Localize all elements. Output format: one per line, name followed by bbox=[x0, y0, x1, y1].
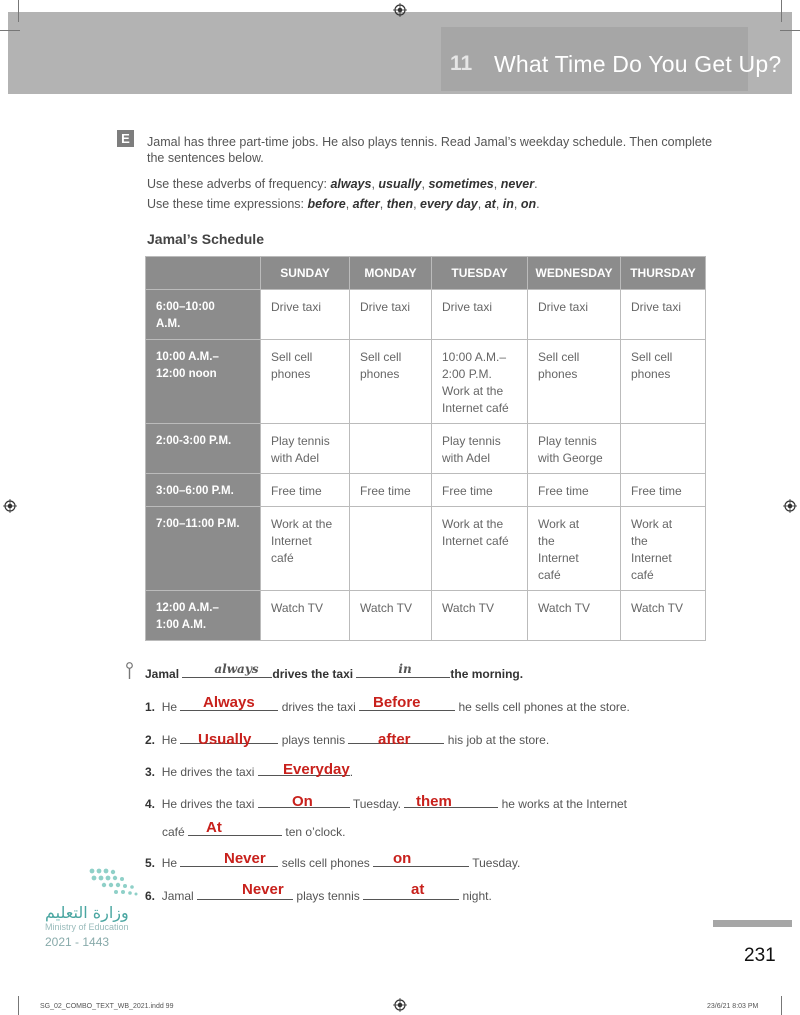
time-slot-line: 1:00 A.M. bbox=[156, 619, 207, 631]
sentence-text: café bbox=[162, 825, 185, 839]
schedule-cell bbox=[528, 290, 621, 340]
time-slot-line: 6:00–10:00 bbox=[156, 301, 215, 313]
answer-text: after bbox=[378, 731, 411, 748]
time-word: after bbox=[352, 197, 380, 211]
time-word: in bbox=[502, 197, 514, 211]
schedule-cell-line: Free time bbox=[631, 484, 682, 498]
sentence-text: plays tennis bbox=[296, 889, 360, 903]
ministry-logo-icon bbox=[44, 865, 139, 905]
time-word: then bbox=[386, 197, 414, 211]
adverbs-intro: Use these adverbs of frequency: bbox=[147, 177, 331, 191]
time-slot-cell bbox=[146, 340, 261, 424]
schedule-cell-line: Sell cell bbox=[360, 350, 402, 364]
footer-file-name: SG_02_COMBO_TEXT_WB_2021.indd 99 bbox=[40, 1003, 174, 1010]
crop-mark bbox=[780, 30, 800, 31]
example-subject: Jamal bbox=[145, 667, 180, 681]
schedule-cell bbox=[432, 424, 528, 474]
column-header: SUNDAY bbox=[261, 257, 350, 290]
schedule-cell-line: Internet café bbox=[442, 401, 509, 415]
page-number: 231 bbox=[744, 945, 776, 966]
exercise-letter-badge: E bbox=[117, 130, 134, 147]
schedule-cell-line: Drive taxi bbox=[442, 300, 493, 314]
example-blank bbox=[182, 662, 272, 678]
schedule-cell bbox=[432, 507, 528, 591]
time-slot-line: 12:00 noon bbox=[156, 368, 217, 380]
time-word: every day bbox=[420, 197, 478, 211]
schedule-row bbox=[146, 340, 706, 424]
sentence-4-continued bbox=[162, 824, 345, 839]
schedule-row bbox=[146, 591, 706, 641]
schedule-cell-line: with Adel bbox=[271, 451, 320, 465]
sentence-text: He drives the taxi bbox=[161, 797, 255, 811]
column-header: TUESDAY bbox=[432, 257, 528, 290]
sentence-text: ten o’clock. bbox=[285, 825, 346, 839]
example-answer: always bbox=[214, 662, 259, 676]
sentence-text: drives the taxi bbox=[281, 700, 356, 714]
time-word: before bbox=[307, 197, 346, 211]
schedule-cell bbox=[528, 340, 621, 424]
registration-mark-icon bbox=[393, 998, 407, 1012]
registration-mark-icon bbox=[393, 3, 407, 17]
schedule-cell bbox=[621, 340, 706, 424]
sentence-text: plays tennis bbox=[281, 733, 346, 747]
schedule-cell bbox=[528, 507, 621, 591]
sentence-text: He bbox=[161, 700, 178, 714]
sentence-number: 2. bbox=[145, 733, 156, 747]
adverb-word: sometimes bbox=[428, 177, 494, 191]
schedule-title: Jamal’s Schedule bbox=[147, 231, 264, 247]
schedule-cell-line: café bbox=[631, 568, 654, 582]
schedule-cell-line: Watch TV bbox=[442, 601, 495, 615]
registration-mark-icon bbox=[3, 499, 17, 513]
schedule-cell-line: 2:00 P.M. bbox=[442, 367, 492, 381]
schedule-cell-line: Free time bbox=[538, 484, 589, 498]
schedule-cell bbox=[621, 290, 706, 340]
ministry-arabic-name: وزارة التعليم bbox=[45, 903, 129, 922]
instructions-line-2: the sentences below. bbox=[147, 151, 264, 165]
adverb-word: usually bbox=[378, 177, 422, 191]
crop-mark bbox=[18, 996, 19, 1015]
schedule-cell-line: phones bbox=[271, 367, 311, 381]
schedule-cell bbox=[621, 474, 706, 507]
schedule-cell bbox=[432, 474, 528, 507]
ministry-english-name: Ministry of Education bbox=[45, 922, 129, 932]
time-slot-cell bbox=[146, 507, 261, 591]
answer-blank[interactable] bbox=[188, 824, 282, 836]
schedule-table bbox=[145, 256, 706, 641]
ministry-years: 2021 - 1443 bbox=[45, 935, 110, 949]
schedule-header-row bbox=[146, 257, 706, 290]
sentence-text: He bbox=[161, 856, 178, 870]
time-slot-cell bbox=[146, 424, 261, 474]
crop-mark bbox=[781, 996, 782, 1015]
schedule-cell bbox=[350, 290, 432, 340]
time-slot-line: 2:00-3:00 P.M. bbox=[156, 435, 232, 447]
schedule-cell-line: phones bbox=[631, 367, 671, 381]
schedule-cell bbox=[261, 424, 350, 474]
time-expressions-instruction: Use these time expressions: before, after, then, every day, at, in, on. bbox=[147, 197, 540, 211]
schedule-cell-line: Free time bbox=[271, 484, 322, 498]
schedule-cell-line: 10:00 A.M.– bbox=[442, 350, 507, 364]
answer-text: Never bbox=[224, 850, 266, 867]
schedule-cell-line: Internet bbox=[271, 534, 312, 548]
adverbs-instruction: Use these adverbs of frequency: always, usually, sometimes, never. bbox=[147, 177, 538, 191]
sentence-text: sells cell phones bbox=[281, 856, 370, 870]
answer-blank[interactable] bbox=[373, 855, 469, 867]
schedule-cell bbox=[621, 507, 706, 591]
key-icon bbox=[126, 662, 133, 680]
sentence-text: his job at the store. bbox=[447, 733, 550, 747]
time-word: on bbox=[520, 197, 537, 211]
registration-mark-icon bbox=[783, 499, 797, 513]
schedule-cell-line: phones bbox=[538, 367, 578, 381]
schedule-cell bbox=[621, 424, 706, 474]
crop-mark bbox=[781, 0, 782, 22]
sentence-6 bbox=[145, 888, 492, 903]
schedule-cell bbox=[261, 290, 350, 340]
crop-mark bbox=[18, 0, 19, 22]
answer-text: Usually bbox=[198, 731, 252, 748]
example-mid: drives the taxi bbox=[272, 667, 354, 681]
answer-text: Always bbox=[203, 694, 255, 711]
sentence-number: 5. bbox=[145, 856, 156, 870]
schedule-cell-line: Drive taxi bbox=[631, 300, 682, 314]
schedule-cell-line: the bbox=[538, 534, 555, 548]
time-slot-cell bbox=[146, 591, 261, 641]
page-number-bar bbox=[713, 920, 792, 927]
schedule-cell-line: Drive taxi bbox=[360, 300, 411, 314]
sentence-text: Jamal bbox=[161, 889, 194, 903]
schedule-cell bbox=[350, 474, 432, 507]
schedule-cell bbox=[528, 424, 621, 474]
schedule-cell-line: Sell cell bbox=[538, 350, 580, 364]
sentence-text: Tuesday. bbox=[472, 856, 521, 870]
schedule-cell-line: Sell cell bbox=[631, 350, 673, 364]
adverb-word: never bbox=[500, 177, 535, 191]
schedule-cell bbox=[350, 424, 432, 474]
sentence-number: 4. bbox=[145, 797, 156, 811]
schedule-cell bbox=[350, 591, 432, 641]
schedule-cell bbox=[261, 474, 350, 507]
schedule-cell bbox=[528, 474, 621, 507]
schedule-cell bbox=[621, 591, 706, 641]
schedule-cell-line: phones bbox=[360, 367, 400, 381]
sentence-text: . bbox=[349, 765, 354, 779]
sentence-text: He drives the taxi bbox=[161, 765, 255, 779]
schedule-cell-line: Internet café bbox=[442, 534, 509, 548]
sentence-text: night. bbox=[462, 889, 492, 903]
example-answer: in bbox=[398, 662, 412, 676]
time-slot-cell bbox=[146, 290, 261, 340]
example-end: the morning. bbox=[450, 667, 524, 681]
schedule-cell-line: Sell cell bbox=[271, 350, 313, 364]
corner-cell bbox=[146, 257, 261, 290]
schedule-cell bbox=[261, 340, 350, 424]
column-header: WEDNESDAY bbox=[528, 257, 621, 290]
schedule-cell bbox=[350, 340, 432, 424]
schedule-cell bbox=[432, 591, 528, 641]
schedule-cell-line: Free time bbox=[360, 484, 411, 498]
schedule-cell-line: Play tennis bbox=[271, 434, 330, 448]
schedule-row bbox=[146, 290, 706, 340]
sentence-text: he sells cell phones at the store. bbox=[458, 700, 630, 714]
sentence-5 bbox=[145, 855, 520, 870]
schedule-cell-line: the bbox=[631, 534, 648, 548]
schedule-cell-line: Work at the bbox=[271, 517, 333, 531]
schedule-cell bbox=[261, 591, 350, 641]
time-slot-line: 12:00 A.M.– bbox=[156, 602, 219, 614]
answer-text: On bbox=[292, 793, 313, 810]
schedule-cell-line: Play tennis bbox=[442, 434, 501, 448]
schedule-cell bbox=[432, 340, 528, 424]
time-slot-cell bbox=[146, 474, 261, 507]
schedule-cell bbox=[350, 507, 432, 591]
schedule-cell-line: Work at bbox=[538, 517, 580, 531]
answer-text: them bbox=[416, 793, 452, 810]
example-blank bbox=[356, 662, 450, 678]
answer-text: Before bbox=[373, 694, 421, 711]
schedule-cell-line: Watch TV bbox=[538, 601, 591, 615]
answer-text: on bbox=[393, 850, 412, 867]
instructions-line-1: Jamal has three part-time jobs. He also plays tennis. Read Jamal’s weekday schedule. Then complete bbox=[147, 135, 713, 149]
schedule-cell-line: Watch TV bbox=[271, 601, 324, 615]
schedule-cell-line: Work at bbox=[631, 517, 673, 531]
sentence-4 bbox=[145, 796, 627, 811]
schedule-cell bbox=[528, 591, 621, 641]
time-slot-line: 7:00–11:00 P.M. bbox=[156, 518, 240, 530]
schedule-cell-line: café bbox=[271, 551, 294, 565]
schedule-cell-line: Drive taxi bbox=[538, 300, 589, 314]
schedule-cell bbox=[432, 290, 528, 340]
time-word: at bbox=[484, 197, 496, 211]
adverb-word: always bbox=[330, 177, 372, 191]
time-slot-line: A.M. bbox=[156, 318, 181, 330]
schedule-cell-line: Play tennis bbox=[538, 434, 597, 448]
sentence-number: 3. bbox=[145, 765, 156, 779]
schedule-cell-line: Drive taxi bbox=[271, 300, 322, 314]
sentence-number: 6. bbox=[145, 889, 156, 903]
schedule-cell-line: Work at the bbox=[442, 384, 504, 398]
sentence-text: Tuesday. bbox=[352, 797, 401, 811]
answer-text: At bbox=[206, 819, 222, 836]
answer-text: at bbox=[411, 881, 425, 898]
sentence-text: he works at the Internet bbox=[501, 797, 627, 811]
schedule-cell-line: Watch TV bbox=[360, 601, 413, 615]
answer-text: Everyday bbox=[283, 761, 350, 778]
schedule-row bbox=[146, 424, 706, 474]
schedule-row bbox=[146, 507, 706, 591]
time-slot-line: 3:00–6:00 P.M. bbox=[156, 485, 234, 497]
schedule-cell-line: Work at the bbox=[442, 517, 504, 531]
column-header: THURSDAY bbox=[621, 257, 706, 290]
sentence-number: 1. bbox=[145, 700, 156, 714]
time-intro: Use these time expressions: bbox=[147, 197, 308, 211]
column-header: MONDAY bbox=[350, 257, 432, 290]
schedule-cell-line: with George bbox=[538, 451, 603, 465]
time-slot-line: 10:00 A.M.– bbox=[156, 351, 219, 363]
footer-date: 23/6/21 8:03 PM bbox=[707, 1003, 759, 1010]
schedule-row bbox=[146, 474, 706, 507]
sentence-text: He bbox=[161, 733, 178, 747]
schedule-cell-line: Internet bbox=[538, 551, 579, 565]
unit-number: 11 bbox=[450, 52, 473, 75]
schedule-cell bbox=[261, 507, 350, 591]
crop-mark bbox=[0, 30, 20, 31]
example-sentence bbox=[145, 662, 524, 681]
schedule-cell-line: Free time bbox=[442, 484, 493, 498]
answer-text: Never bbox=[242, 881, 284, 898]
unit-title: What Time Do You Get Up? bbox=[494, 51, 782, 77]
schedule-cell-line: Watch TV bbox=[631, 601, 684, 615]
schedule-cell-line: Internet bbox=[631, 551, 672, 565]
schedule-cell-line: café bbox=[538, 568, 561, 582]
schedule-cell-line: with Adel bbox=[442, 451, 491, 465]
